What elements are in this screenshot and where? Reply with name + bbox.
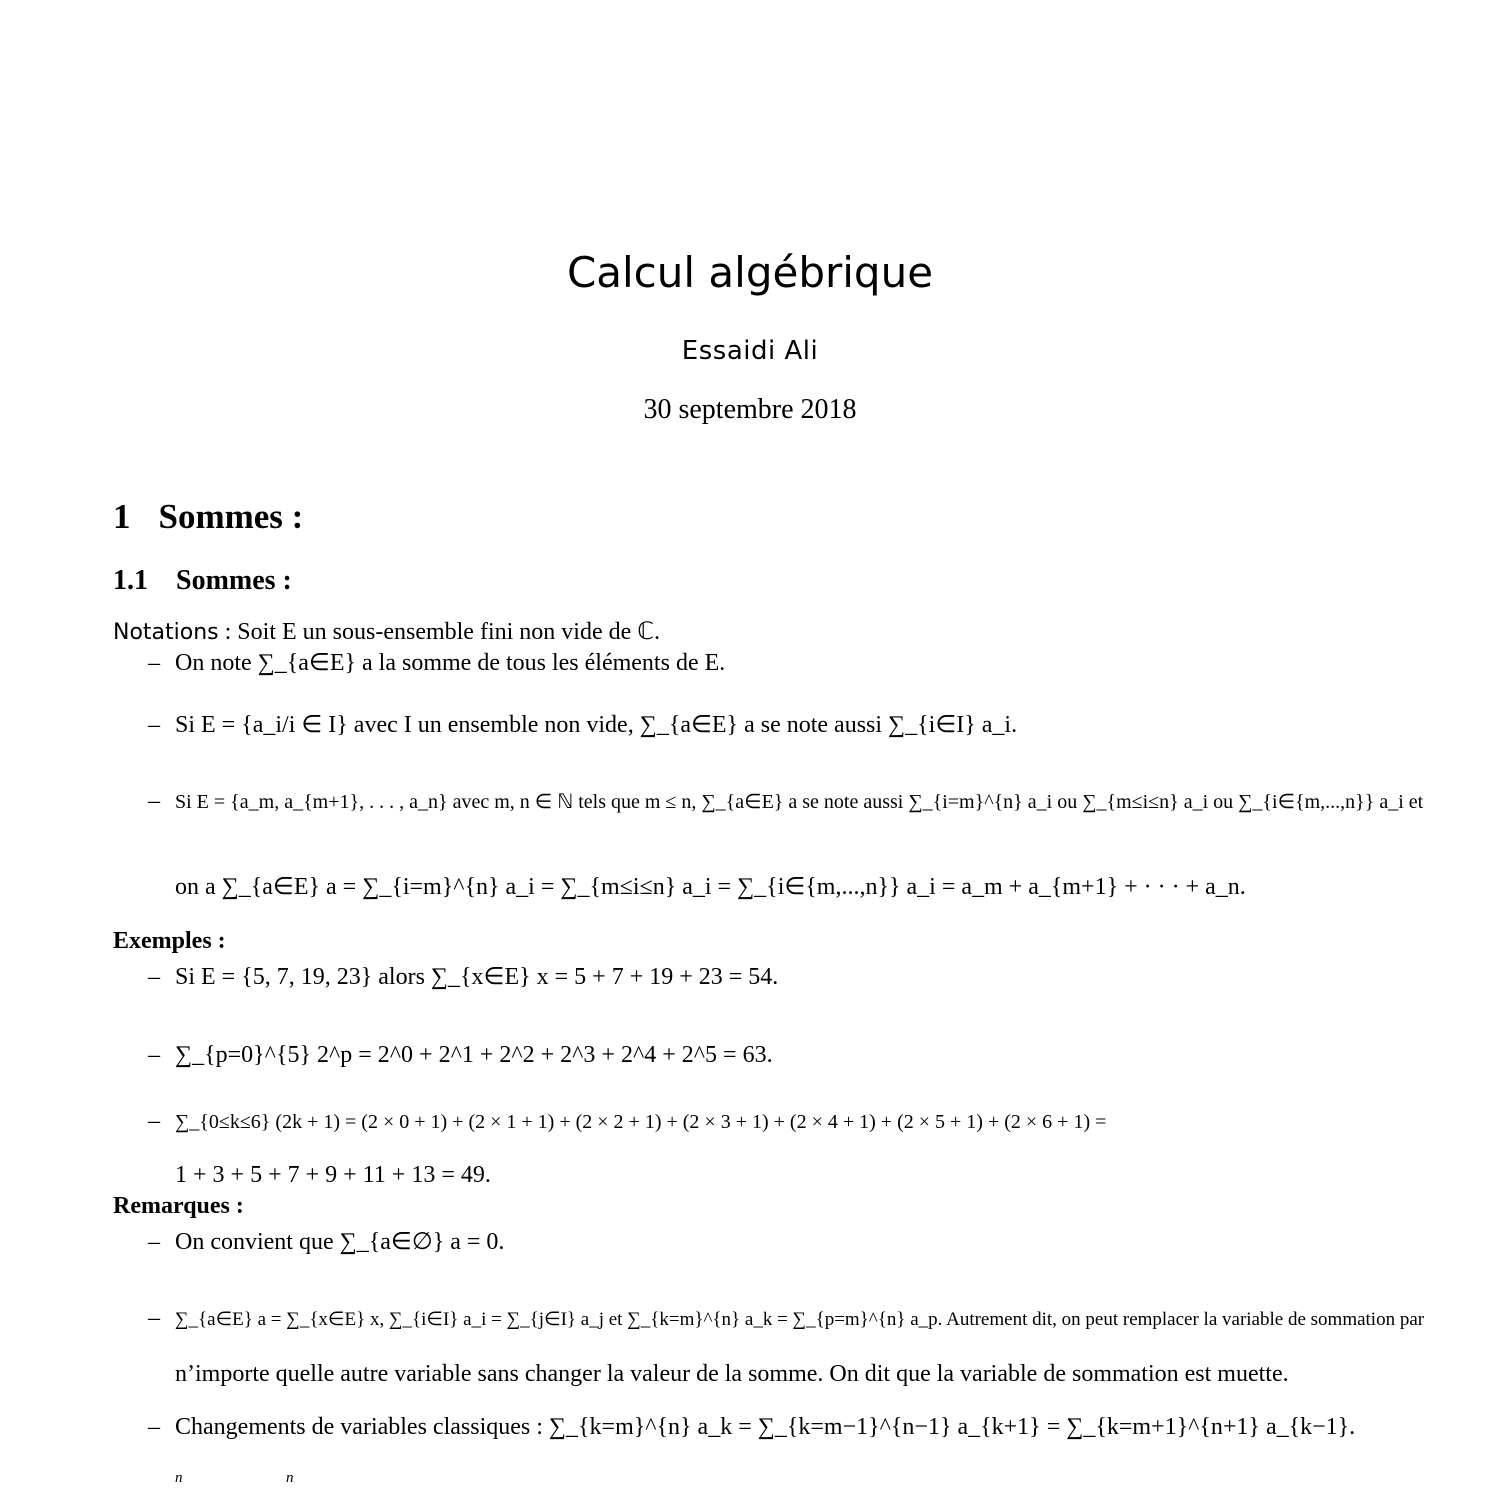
notations-item-3-text: Si E = {a_m, a_{m+1}, . . . , a_n} avec m, n ∈ ℕ tels que m ≤ n, ∑_{a∈E} a se note aussi ∑_{i=m}^{n} a_i ou ∑_{m≤i≤n} a_i ou ∑_{i∈{m,...,n}} a_i et	[175, 791, 1424, 813]
notations-item-2-text: Si E = {a_i/i ∈ I} avec I un ensemble non vide, ∑_{a∈E} a se note aussi ∑_{i∈I} a_i.	[175, 712, 1018, 738]
subsection-title: Sommes :	[176, 565, 292, 596]
remarques-item-1-text: On convient que ∑_{a∈∅} a = 0.	[175, 1229, 505, 1255]
remarques-item-2-text: ∑_{a∈E} a = ∑_{x∈E} x, ∑_{i∈I} a_i = ∑_{j∈I} a_j et ∑_{k=m}^{n} a_k = ∑_{p=m}^{n} a_p. Autrement dit, on peut remplacer la variable de sommation par	[175, 1309, 1425, 1330]
cutoff-limit-1: n	[175, 1470, 183, 1486]
notations-item-3: – Si E = {a_m, a_{m+1}, . . . , a_n} avec m, n ∈ ℕ tels que m ≤ n, ∑_{a∈E} a se note aussi ∑_{i=m}^{n} a_i ou ∑_{m≤i≤n} a_i ou ∑_{i∈{m,...,n}} a_i et	[148, 788, 1424, 814]
subsection-number: 1.1	[113, 565, 148, 596]
subsection-heading	[113, 565, 292, 597]
remarques-item-3-text: Changements de variables classiques : ∑_{k=m}^{n} a_k = ∑_{k=m−1}^{n−1} a_{k+1} = ∑_{k=m+1}^{n+1} a_{k−1}.	[175, 1414, 1356, 1440]
exemples-item-2-text: ∑_{p=0}^{5} 2^p = 2^0 + 2^1 + 2^2 + 2^3 + 2^4 + 2^5 = 63.	[175, 1042, 773, 1068]
notations-item-1: – On note ∑_{a∈E} a la somme de tous les éléments de E.	[148, 650, 726, 676]
notations-item-1-text: On note ∑_{a∈E} a la somme de tous les éléments de E.	[175, 650, 726, 676]
document-title: Calcul algébrique	[566, 248, 934, 297]
exemples-item-3-continuation: 1 + 3 + 5 + 7 + 9 + 11 + 13 = 49.	[175, 1162, 491, 1188]
section-title: Sommes :	[158, 497, 304, 536]
exemples-item-1: – Si E = {5, 7, 19, 23} alors ∑_{x∈E} x = 5 + 7 + 19 + 23 = 54.	[148, 964, 779, 990]
remarques-item-2: – ∑_{a∈E} a = ∑_{x∈E} x, ∑_{i∈I} a_i = ∑_{j∈I} a_j et ∑_{k=m}^{n} a_k = ∑_{p=m}^{n} a_p. Autrement dit, on peut remplacer la variable de sommation par	[148, 1305, 1425, 1331]
document-author: Essaidi Ali	[681, 336, 819, 366]
section-heading	[113, 497, 303, 537]
notations-item-3-continuation: on a ∑_{a∈E} a = ∑_{i=m}^{n} a_i = ∑_{m≤i≤n} a_i = ∑_{i∈{m,...,n}} a_i = a_m + a_{m+1} + · · · + a_n.	[175, 874, 1246, 900]
document-date: 30 septembre 2018	[643, 394, 857, 425]
exemples-item-3: – ∑_{0≤k≤6} (2k + 1) = (2 × 0 + 1) + (2 × 1 + 1) + (2 × 2 + 1) + (2 × 3 + 1) + (2 × 4 + 1) + (2 × 5 + 1) + (2 × 6 + 1) =	[148, 1108, 1107, 1134]
exemples-item-1-text: Si E = {5, 7, 19, 23} alors ∑_{x∈E} x = 5 + 7 + 19 + 23 = 54.	[175, 964, 779, 990]
remarques-label: Remarques :	[113, 1193, 244, 1219]
remarques-item-2-continuation: n’importe quelle autre variable sans changer la valeur de la somme. On dit que la variable de sommation est muette.	[175, 1361, 1289, 1387]
notations-intro: : Soit E un sous-ensemble fini non vide de ℂ.	[224, 619, 661, 645]
notations-line	[113, 617, 660, 646]
notations-item-2: – Si E = {a_i/i ∈ I} avec I un ensemble non vide, ∑_{a∈E} a se note aussi ∑_{i∈I} a_i.	[148, 712, 1018, 738]
notations-label: Notations	[113, 620, 219, 645]
exemples-label: Exemples :	[113, 928, 226, 954]
section-number: 1	[113, 497, 131, 536]
remarques-item-3: – Changements de variables classiques : ∑_{k=m}^{n} a_k = ∑_{k=m−1}^{n−1} a_{k+1} = ∑_{k=m+1}^{n+1} a_{k−1}.	[148, 1414, 1356, 1440]
cutoff-limit-2: n	[286, 1470, 294, 1486]
exemples-item-3-text: ∑_{0≤k≤6} (2k + 1) = (2 × 0 + 1) + (2 × 1 + 1) + (2 × 2 + 1) + (2 × 3 + 1) + (2 × 4 + 1) + (2 × 5 + 1) + (2 × 6 + 1) =	[175, 1111, 1107, 1133]
remarques-item-1: – On convient que ∑_{a∈∅} a = 0.	[148, 1229, 505, 1255]
exemples-item-2: – ∑_{p=0}^{5} 2^p = 2^0 + 2^1 + 2^2 + 2^3 + 2^4 + 2^5 = 63.	[148, 1042, 773, 1068]
